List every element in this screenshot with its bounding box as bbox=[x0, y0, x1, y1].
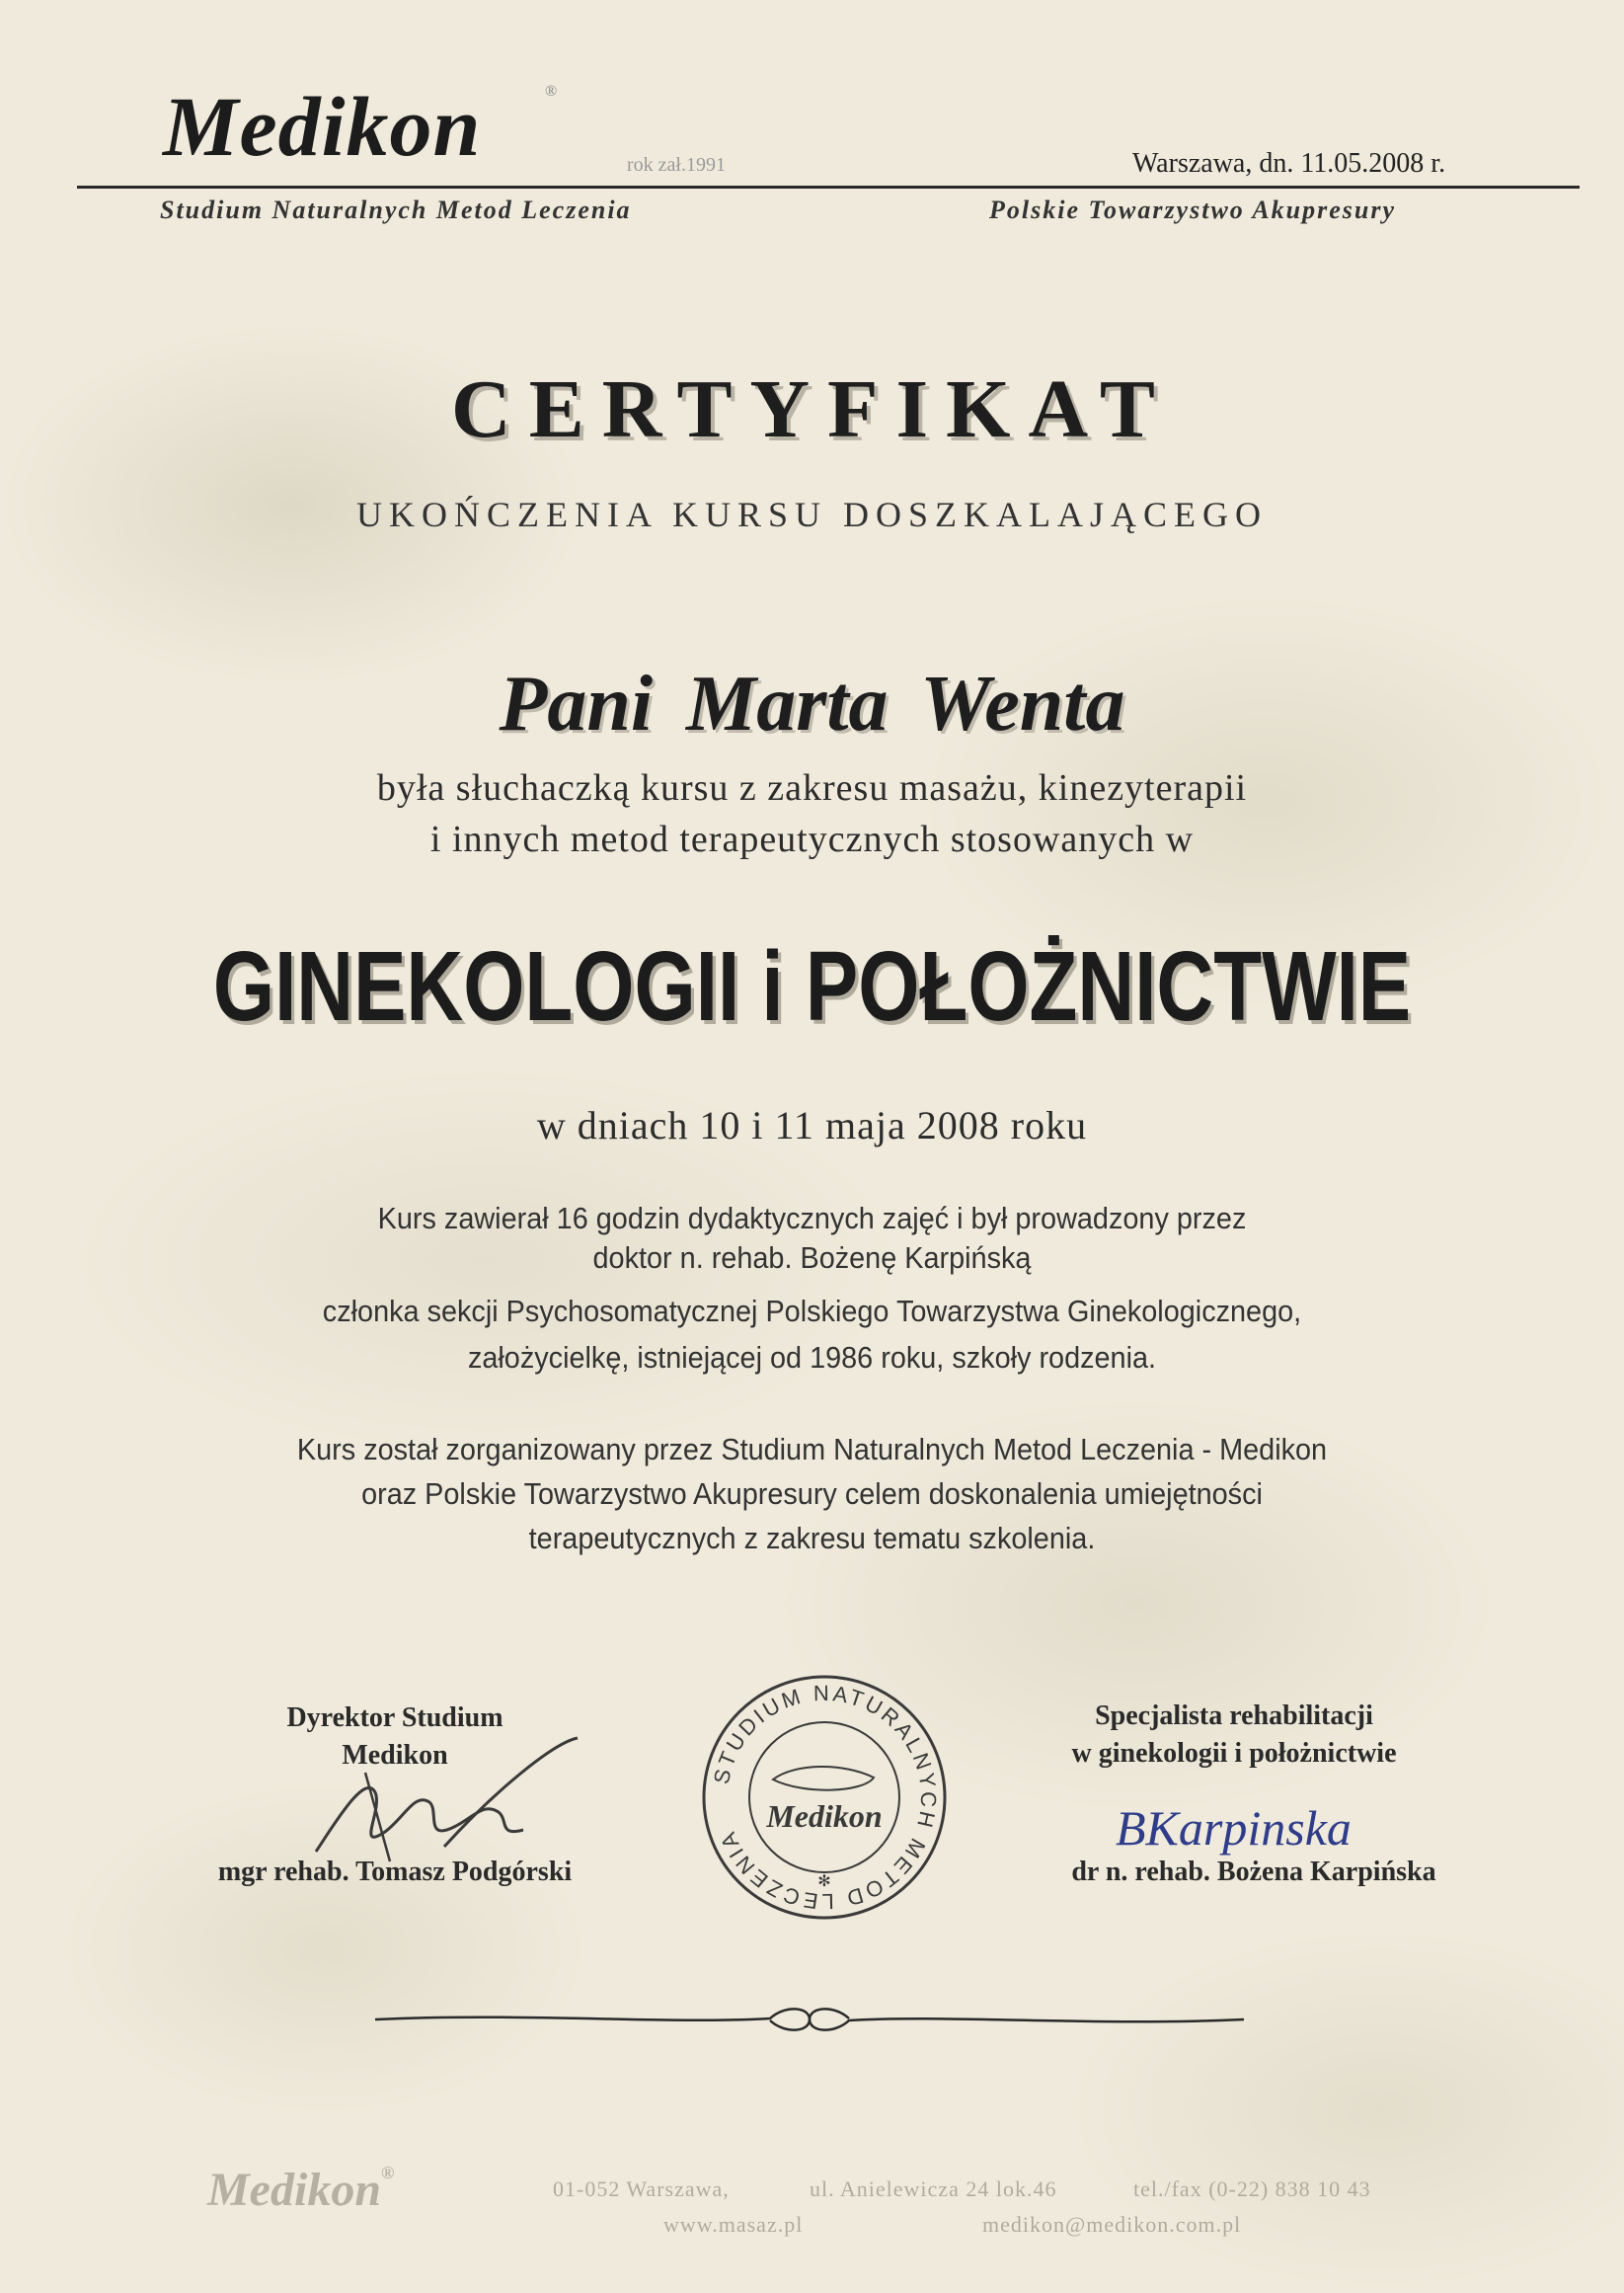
established-year: rok zał.1991 bbox=[627, 154, 726, 176]
course-description-line-1: była słuchaczką kursu z zakresu masażu, kinezyterapii bbox=[376, 767, 1248, 809]
medikon-stamp bbox=[696, 1669, 953, 1926]
director-signature bbox=[296, 1733, 592, 1871]
header-rule bbox=[77, 186, 1580, 189]
footer-email: medikon@medikon.com.pl bbox=[982, 2212, 1242, 2237]
registered-mark: ® bbox=[545, 83, 558, 100]
paragraph-1-line: doktor n. rehab. Bożenę Karpińską bbox=[592, 1240, 1032, 1275]
paragraph-2-line: terapeutycznych z zakresu tematu szkolenia. bbox=[528, 1521, 1096, 1555]
stamp-center-text: Medikon bbox=[766, 1798, 883, 1834]
paragraph-1-line: założycielkę, istniejącej od 1986 roku, szkoły rodzenia. bbox=[467, 1340, 1157, 1375]
specialist-field: w ginekologii i położnictwie bbox=[1071, 1738, 1397, 1769]
footer-website: www.masaz.pl bbox=[663, 2212, 804, 2237]
recipient-name: Pani Marta Wenta bbox=[499, 661, 1125, 748]
paragraph-2-line: Kurs został zorganizowany przez Studium Naturalnych Metod Leczenia - Medikon bbox=[296, 1432, 1328, 1466]
specialist-signature bbox=[1106, 1787, 1382, 1866]
footer-phone: tel./fax (0-22) 838 10 43 bbox=[1133, 2176, 1371, 2201]
course-dates: w dniach 10 i 11 maja 2008 roku bbox=[536, 1103, 1088, 1147]
medikon-logo: Medikon bbox=[163, 79, 482, 174]
paragraph-1-line: Kurs zawierał 16 godzin dydaktycznych zajęć i był prowadzony przez bbox=[377, 1201, 1247, 1235]
specialist-role: Specjalista rehabilitacji bbox=[1095, 1700, 1373, 1731]
svg-text:BKarpinska: BKarpinska bbox=[1116, 1800, 1352, 1856]
footer-logo: Medikon® bbox=[207, 2163, 395, 2216]
course-description-line-2: i innych metod terapeutycznych stosowanych w bbox=[429, 819, 1195, 860]
svg-text:✻: ✻ bbox=[817, 1873, 831, 1890]
stamp-ring-text: STUDIUM NATURALNYCH METOD LECZENIA bbox=[708, 1680, 942, 1915]
decorative-divider bbox=[375, 1995, 1244, 2044]
director-organization: Medikon bbox=[342, 1740, 448, 1771]
specialist-name: dr n. rehab. Bożena Karpińska bbox=[1071, 1857, 1436, 1887]
header-left-subtitle: Studium Naturalnych Metod Leczenia bbox=[160, 196, 632, 224]
issue-date: Warszawa, dn. 11.05.2008 r. bbox=[1132, 148, 1446, 179]
paragraph-1-line: członka sekcji Psychosomatycznej Polskiego Towarzystwa Ginekologicznego, bbox=[322, 1294, 1302, 1328]
header-right-subtitle: Polskie Towarzystwo Akupresury bbox=[989, 196, 1397, 224]
director-name: mgr rehab. Tomasz Podgórski bbox=[217, 1857, 573, 1887]
footer-postal: 01-052 Warszawa, bbox=[553, 2176, 730, 2201]
paragraph-2-line: oraz Polskie Towarzystwo Akupresury celem doskonalenia umiejętności bbox=[361, 1476, 1263, 1511]
footer-street: ul. Anielewicza 24 lok.46 bbox=[810, 2176, 1057, 2201]
director-role: Dyrektor Studium bbox=[286, 1702, 503, 1733]
certificate-title: CERTYFIKAT bbox=[451, 363, 1173, 455]
course-subject: GINEKOLOGII i POŁOŻNICTWIE bbox=[212, 931, 1412, 1042]
certificate-subtitle: UKOŃCZENIA KURSU DOSZKALAJĄCEGO bbox=[355, 495, 1268, 534]
